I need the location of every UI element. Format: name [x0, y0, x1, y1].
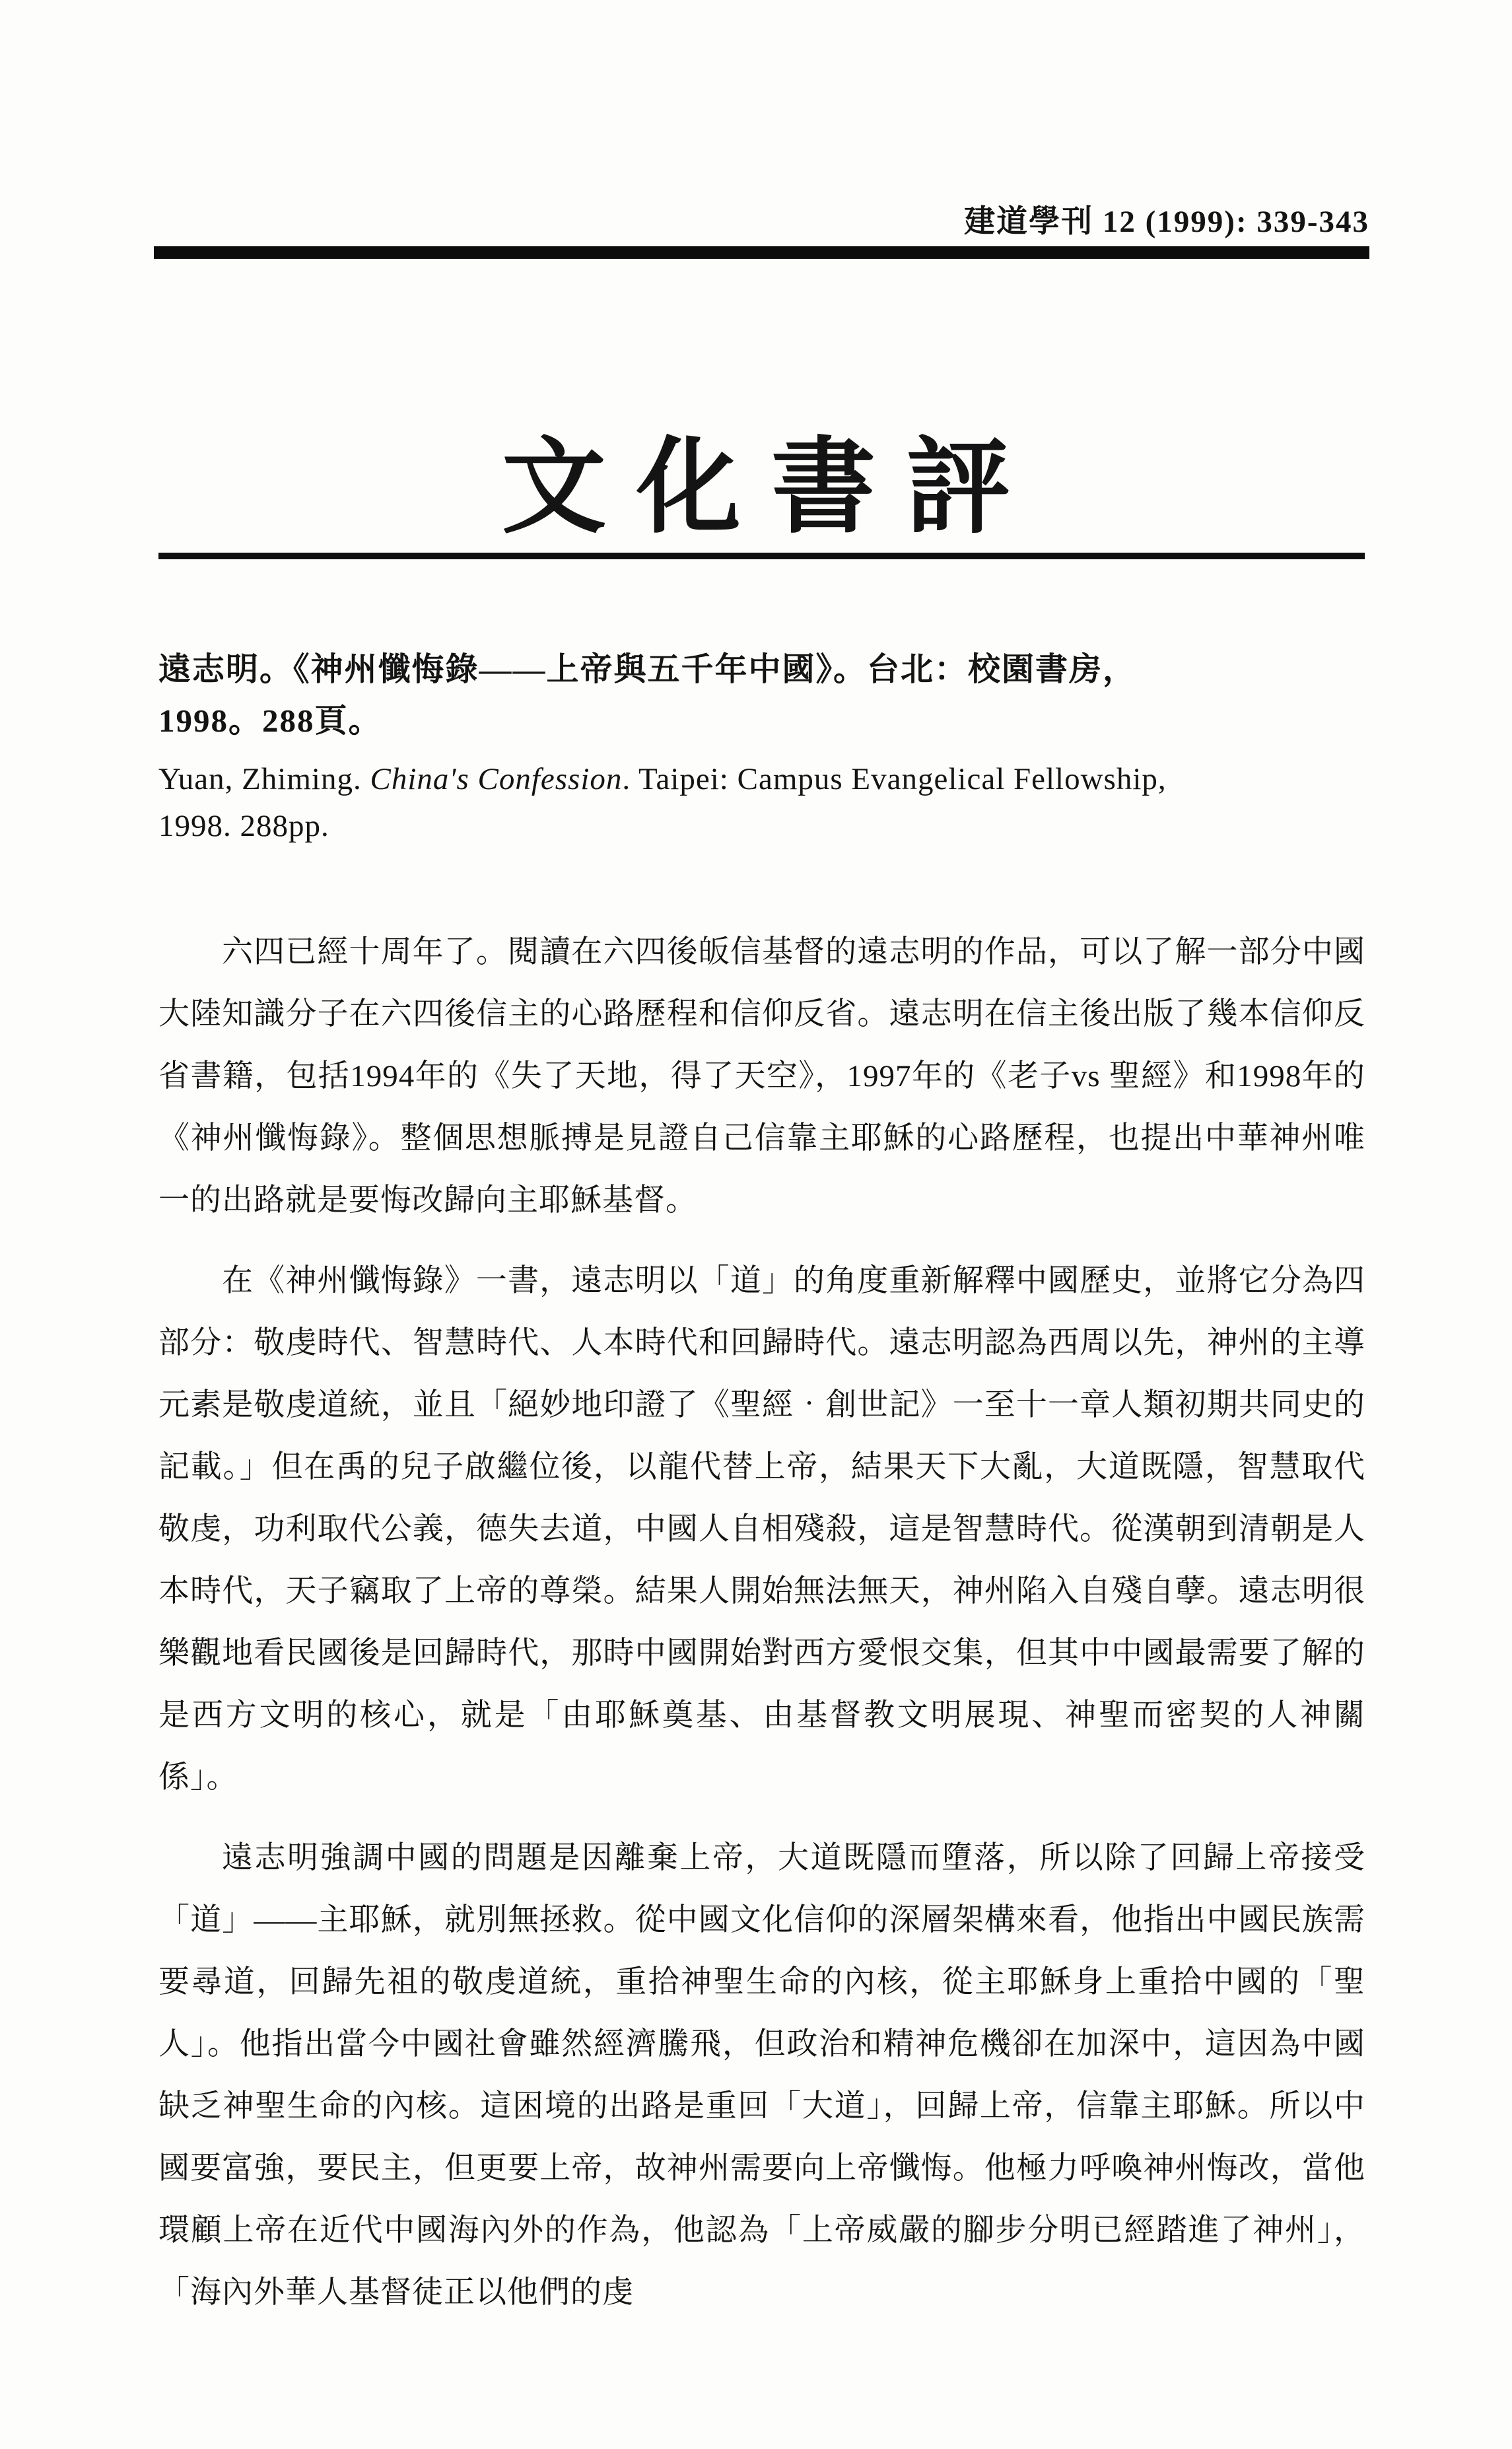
review-body: [158, 921, 1365, 2342]
page-title: 文化書評: [502, 430, 1041, 546]
bibliography-chinese: [158, 644, 1367, 747]
header-rule-thick: [154, 246, 1369, 259]
bibliography-chinese-line2: 1998。288頁。: [158, 703, 382, 739]
bibliography-english-author: Yuan, Zhiming.: [158, 762, 370, 796]
title-rule-thin: [158, 553, 1365, 559]
review-paragraph-1: 六四已經十周年了。閱讀在六四後皈信基督的遠志明的作品，可以了解一部分中國大陸知識分子在六四後信主的心路歷程和信仰反省。遠志明在信主後出版了幾本信仰反省書籍，包括1994年的《失了天地，得了天空》，1997年的《老子vs 聖經》和1998年的《神州懺悔錄》。整個思想脈搏是見證自己信靠主耶穌的心路歷程，也提出中華神州唯一的出路就是要悔改歸向主耶穌基督。: [158, 935, 1365, 1218]
bibliography-english-line1: [158, 756, 1367, 803]
bibliography-block: [158, 644, 1367, 850]
bibliography-english-book-title: China's Confession: [370, 762, 623, 796]
review-paragraph-2: 在《神州懺悔錄》一書，遠志明以「道」的角度重新解釋中國歷史，並將它分為四部分：敬虔時代、智慧時代、人本時代和回歸時代。遠志明認為西周以先，神州的主導元素是敬虔道統，並且「絕妙地印證了《聖經‧創世記》一至十一章人類初期共同史的記載。」但在禹的兒子啟繼位後，以龍代替上帝，結果天下大亂，大道既隱，智慧取代敬虔，功利取代公義，德失去道，中國人自相殘殺，這是智慧時代。從漢朝到清朝是人本時代，天子竊取了上帝的尊榮。結果人開始無法無天，神州陷入自殘自孽。遠志明很樂觀地看民國後是回歸時代，那時中國開始對西方愛恨交集，但其中中國最需要了解的是西方文明的核心，就是「由耶穌奠基、由基督教文明展現、神聖而密契的人神關係」。: [158, 1264, 1365, 1795]
bibliography-english-line2: 1998. 288pp.: [158, 809, 329, 843]
review-paragraph-3: 遠志明強調中國的問題是因離棄上帝，大道既隱而墮落，所以除了回歸上帝接受「道」——主耶穌，就別無拯救。從中國文化信仰的深層架構來看，他指出中國民族需要尋道，回歸先祖的敬虔道統，重拾神聖生命的內核，從主耶穌身上重拾中國的「聖人」。他指出當今中國社會雖然經濟騰飛，但政治和精神危機卻在加深中，這因為中國缺乏神聖生命的內核。這困境的出路是重回「大道」，回歸上帝，信靠主耶穌。所以中國要富強，要民主，但更要上帝，故神州需要向上帝懺悔。他極力呼喚神州悔改，當他環顧上帝在近代中國海內外的作為，他認為「上帝威嚴的腳步分明已經踏進了神州」，「海內外華人基督徒正以他們的虔: [158, 1841, 1365, 2310]
bibliography-english-publisher: . Taipei: Campus Evangelical Fellowship,: [622, 762, 1167, 796]
journal-citation: 建道學刊 12 (1999): 339-343: [964, 205, 1369, 239]
bibliography-english: [158, 756, 1367, 850]
bibliography-chinese-line1: 遠志明。《神州懺悔錄——上帝與五千年中國》。台北：校園書房，: [158, 651, 1137, 687]
